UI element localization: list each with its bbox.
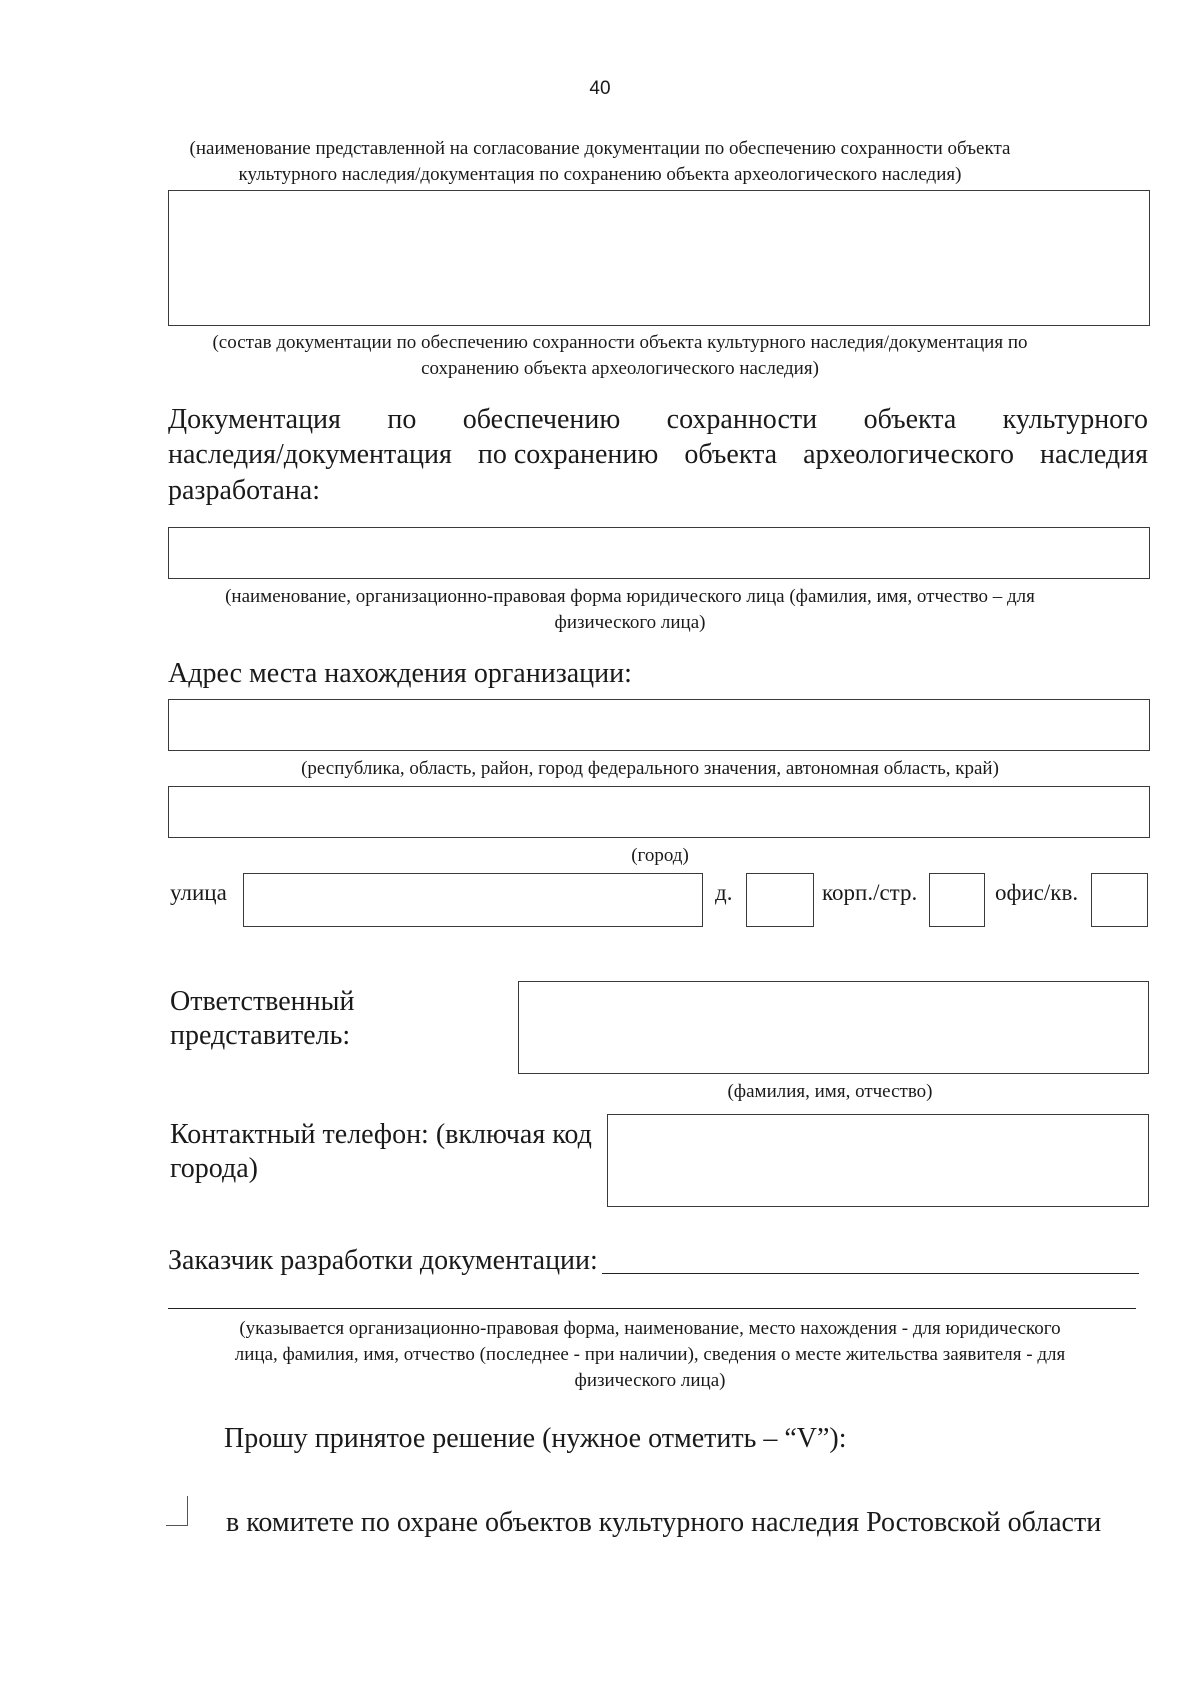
page-number: 40: [589, 78, 611, 99]
region-caption: (республика, область, район, город федерального значения, автономная область, край): [301, 758, 999, 779]
developed-word: обеспечению: [462, 404, 621, 435]
developed-word: Документация: [168, 404, 341, 435]
street-label: улица: [170, 880, 227, 905]
doc-composition-field[interactable]: [168, 190, 1150, 326]
representative-caption: (фамилия, имя, отчество): [727, 1081, 933, 1102]
customer-input-line2[interactable]: [168, 1308, 1136, 1309]
street-field[interactable]: [243, 873, 703, 927]
region-field[interactable]: [168, 699, 1150, 751]
developed-word: по сохранению: [477, 439, 659, 470]
developed-heading-line1: [168, 404, 1148, 436]
developed-word: культурного: [1002, 404, 1148, 435]
representative-label: [170, 985, 354, 1053]
doc-name-caption-line2: культурного наследия/документация по сохранению объекта археологического наследия): [238, 164, 962, 185]
doc-name-caption: [150, 136, 1050, 188]
phone-label-line2: города): [170, 1153, 258, 1184]
doc-name-caption-line1: (наименование представленной на согласование документации по обеспечению сохранности объекта: [189, 138, 1011, 159]
developed-word: наследия/документация: [168, 439, 452, 470]
developed-word: наследия: [1040, 439, 1148, 470]
phone-label-line1: Контактный телефон: (включая код: [170, 1119, 592, 1150]
doc-composition-caption: [150, 330, 1090, 382]
developed-heading-line3: разработана:: [168, 475, 320, 506]
house-label: д.: [715, 880, 733, 905]
customer-caption: [150, 1316, 1150, 1394]
developer-field[interactable]: [168, 527, 1150, 579]
customer-caption-line2: лица, фамилия, имя, отчество (последнее - при наличии), сведения о месте жительства заявителя - для: [234, 1344, 1066, 1365]
developed-word: археологического: [803, 439, 1014, 470]
doc-composition-caption-line1: (состав документации по обеспечению сохранности объекта культурного наследия/документация по: [212, 332, 1028, 353]
developed-word: сохранности: [666, 404, 818, 435]
representative-label-line1: Ответственный: [170, 986, 355, 1017]
doc-composition-caption-line2: сохранению объекта археологического наследия): [421, 358, 819, 379]
representative-field[interactable]: [518, 981, 1149, 1074]
customer-caption-line3: физического лица): [574, 1370, 726, 1391]
developed-word: по: [387, 404, 417, 435]
building-label: корп./стр.: [822, 880, 918, 905]
building-field[interactable]: [929, 873, 985, 927]
city-field[interactable]: [168, 786, 1150, 838]
city-caption: (город): [631, 845, 689, 866]
developer-caption-line1: (наименование, организационно-правовая форма юридического лица (фамилия, имя, отчество – для: [225, 586, 1035, 607]
customer-input-line1[interactable]: [602, 1273, 1139, 1274]
developer-caption-line2: физического лица): [554, 612, 706, 633]
address-heading: Адрес места нахождения организации:: [168, 658, 632, 689]
representative-label-line2: представитель:: [170, 1020, 351, 1051]
house-field[interactable]: [746, 873, 814, 927]
developer-caption: [150, 584, 1110, 636]
decision-heading: Прошу принятое решение (нужное отметить – “V”):: [224, 1423, 847, 1454]
decision-option1-checkbox[interactable]: [166, 1496, 188, 1526]
phone-field[interactable]: [607, 1114, 1149, 1207]
decision-option1-label: в комитете по охране объектов культурного наследия Ростовской области: [226, 1507, 1102, 1538]
developed-heading-line2: [168, 439, 1148, 471]
developed-word: объекта: [863, 404, 957, 435]
office-field[interactable]: [1091, 873, 1148, 927]
developed-word: объекта: [684, 439, 778, 470]
office-label: офис/кв.: [995, 880, 1079, 905]
phone-label: [170, 1118, 592, 1186]
customer-label: Заказчик разработки документации:: [168, 1245, 598, 1276]
customer-caption-line1: (указывается организационно-правовая форма, наименование, место нахождения - для юридического: [239, 1318, 1061, 1339]
